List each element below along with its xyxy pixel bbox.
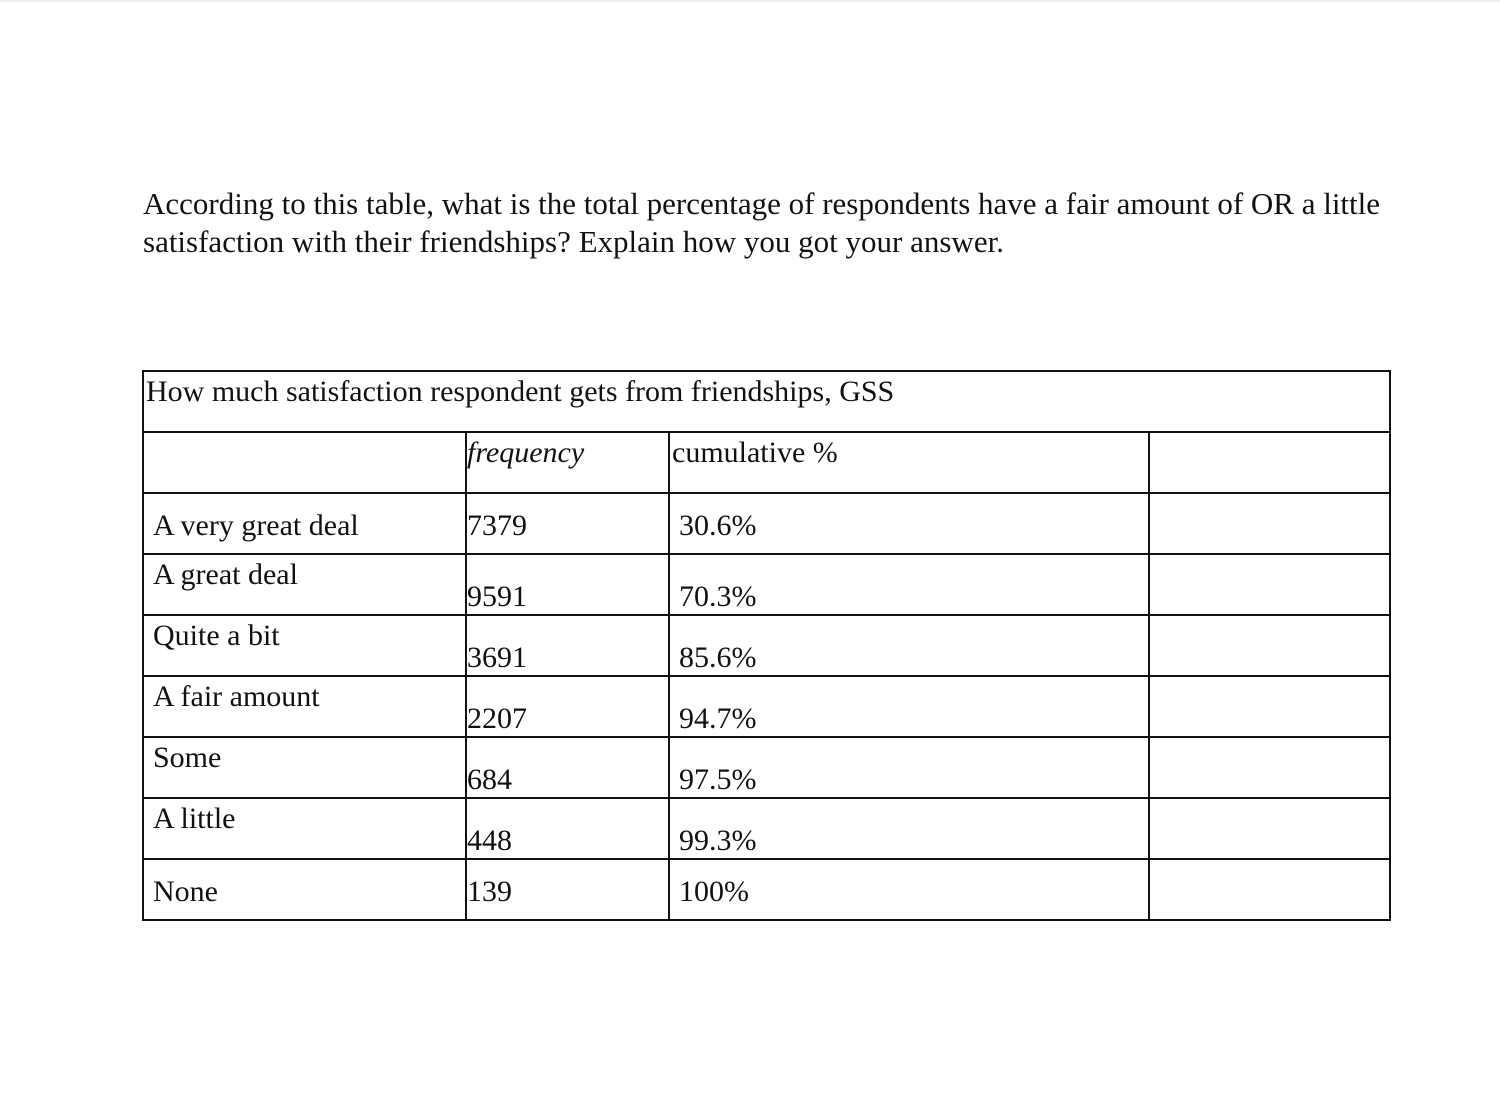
row-frequency: 9591	[467, 580, 527, 613]
table-caption: How much satisfaction respondent gets from friendships, GSS	[143, 371, 1390, 432]
table-row	[143, 493, 1390, 554]
row-extra-cell	[1149, 859, 1390, 920]
frequency-table	[142, 370, 1391, 921]
row-label: Some	[153, 741, 222, 774]
row-label: A little	[153, 802, 236, 835]
row-frequency: 684	[467, 763, 512, 796]
row-cumulative: 30.6%	[679, 509, 757, 542]
row-extra-cell	[1149, 554, 1390, 615]
row-label: Quite a bit	[153, 619, 280, 652]
row-cumulative: 94.7%	[679, 702, 757, 735]
row-frequency: 448	[467, 824, 512, 857]
page-top-border	[0, 0, 1500, 2]
table-row	[143, 737, 1390, 798]
row-extra-cell	[1149, 493, 1390, 554]
row-frequency: 139	[467, 875, 512, 908]
row-cumulative: 70.3%	[679, 580, 757, 613]
row-extra-cell	[1149, 676, 1390, 737]
table-row	[143, 798, 1390, 859]
row-label: None	[153, 875, 218, 908]
row-cumulative: 85.6%	[679, 641, 757, 674]
row-frequency: 3691	[467, 641, 527, 674]
row-cumulative: 99.3%	[679, 824, 757, 857]
row-extra-cell	[1149, 798, 1390, 859]
table-caption-row	[143, 371, 1390, 432]
table-row	[143, 554, 1390, 615]
row-cumulative: 97.5%	[679, 763, 757, 796]
table-row	[143, 676, 1390, 737]
row-extra-cell	[1149, 737, 1390, 798]
table-row	[143, 859, 1390, 920]
row-label: A fair amount	[153, 680, 320, 713]
table-row	[143, 615, 1390, 676]
row-extra-cell	[1149, 615, 1390, 676]
row-frequency: 7379	[467, 509, 527, 542]
row-label: A great deal	[153, 558, 298, 591]
frequency-table-container	[142, 370, 1391, 921]
row-label: A very great deal	[153, 509, 359, 542]
row-cumulative: 100%	[679, 875, 749, 908]
question-text: According to this table, what is the total percentage of respondents have a fair amount of OR a little satisfaction with their friendships? Explain how you got your answer.	[143, 186, 1381, 259]
header-cumulative: cumulative %	[669, 432, 1149, 493]
table-header-row	[143, 432, 1390, 493]
row-frequency: 2207	[467, 702, 527, 735]
header-label-cell	[143, 432, 466, 493]
header-extra-cell	[1149, 432, 1390, 493]
header-frequency: frequency	[466, 432, 669, 493]
